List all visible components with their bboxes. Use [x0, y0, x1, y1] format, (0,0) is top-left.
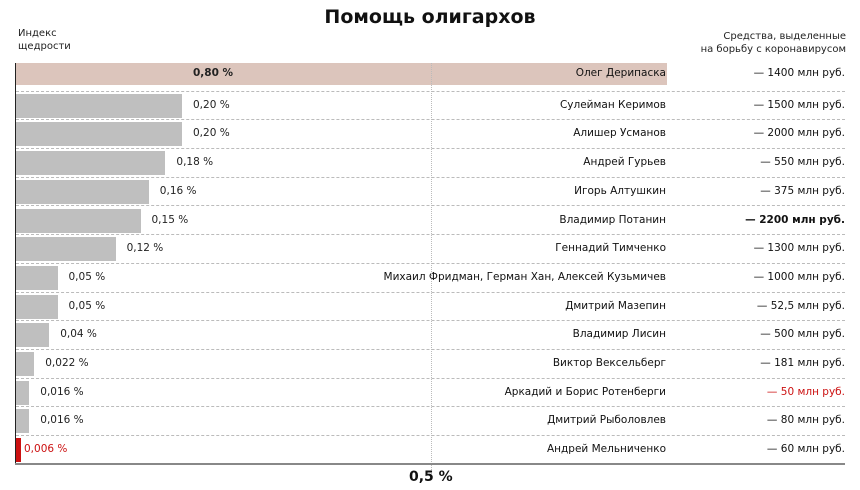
name-label: Геннадий Тимченко	[555, 242, 666, 255]
bar	[16, 237, 116, 261]
value-label: 0,15 %	[151, 213, 189, 226]
right-header	[646, 30, 846, 56]
value-label: 0,80 %	[193, 67, 234, 79]
left-header: Индекс щедрости	[18, 28, 71, 52]
amount-label: — 181 млн руб.	[760, 357, 845, 369]
right-header-line1: Средства, выделенные	[723, 31, 846, 42]
bar	[16, 438, 21, 462]
name-label: Олег Дерипаска	[575, 67, 666, 79]
name-label: Владимир Лисин	[572, 328, 666, 341]
name-label: Дмитрий Мазепин	[565, 299, 666, 312]
bar	[16, 295, 58, 319]
value-label: 0,05 %	[68, 270, 106, 283]
value-label: 0,04 %	[60, 328, 97, 341]
amount-label: — 50 млн руб.	[766, 385, 845, 398]
name-label: Алишер Усманов	[573, 127, 666, 140]
value-label: 0,12 %	[126, 242, 164, 255]
chart-title: Помощь олигархов	[324, 6, 536, 28]
name-label: Игорь Алтушкин	[574, 184, 666, 197]
amount-label: — 2200 млн руб.	[745, 213, 845, 226]
amount-label: — 500 млн руб.	[760, 328, 845, 341]
bar	[16, 94, 182, 118]
name-label: Виктор Вексельберг	[552, 357, 666, 369]
value-label: 0,016 %	[40, 414, 84, 427]
bar	[16, 122, 182, 146]
amount-label: — 60 млн руб.	[766, 443, 845, 456]
amount-label: — 1000 млн руб.	[753, 270, 845, 283]
bar	[16, 151, 165, 175]
bar	[16, 63, 667, 85]
bar	[16, 352, 34, 376]
value-label: 0,006 %	[24, 443, 68, 456]
value-label: 0,016 %	[40, 385, 84, 398]
amount-label: — 1300 млн руб.	[753, 242, 845, 255]
name-label: Андрей Мельниченко	[547, 443, 666, 456]
bar	[16, 180, 149, 204]
amount-label: — 52,5 млн руб.	[756, 299, 845, 312]
bar	[16, 266, 58, 290]
name-label: Михаил Фридман, Герман Хан, Алексей Кузьмичев	[383, 270, 666, 283]
bar	[16, 209, 141, 233]
amount-label: — 550 млн руб.	[760, 156, 845, 169]
name-label: Владимир Потанин	[559, 213, 666, 226]
bar	[16, 323, 49, 347]
value-label: 0,05 %	[68, 299, 106, 312]
amount-label: — 1400 млн руб.	[753, 67, 845, 79]
name-label: Андрей Гурьев	[583, 156, 666, 169]
amount-label: — 1500 млн руб.	[753, 98, 845, 111]
bar	[16, 381, 29, 405]
name-label: Сулейман Керимов	[559, 98, 666, 111]
value-label: 0,20 %	[193, 127, 230, 140]
amount-label: — 80 млн руб.	[766, 414, 845, 427]
value-label: 0,022 %	[45, 357, 89, 369]
bar	[16, 409, 29, 433]
y-axis	[15, 63, 16, 465]
value-label: 0,20 %	[193, 98, 230, 111]
x-axis	[15, 463, 845, 465]
right-header-line2: на борьбу с коронавирусом	[700, 44, 846, 55]
reference-label: 0,5 %	[409, 469, 453, 485]
amount-label: — 2000 млн руб.	[753, 127, 845, 140]
amount-label: — 375 млн руб.	[760, 184, 845, 197]
value-label: 0,16 %	[159, 184, 197, 197]
name-label: Аркадий и Борис Ротенберги	[504, 385, 666, 398]
name-label: Дмитрий Рыболовлев	[547, 414, 666, 427]
reference-line	[431, 63, 432, 478]
value-label: 0,18 %	[176, 156, 214, 169]
